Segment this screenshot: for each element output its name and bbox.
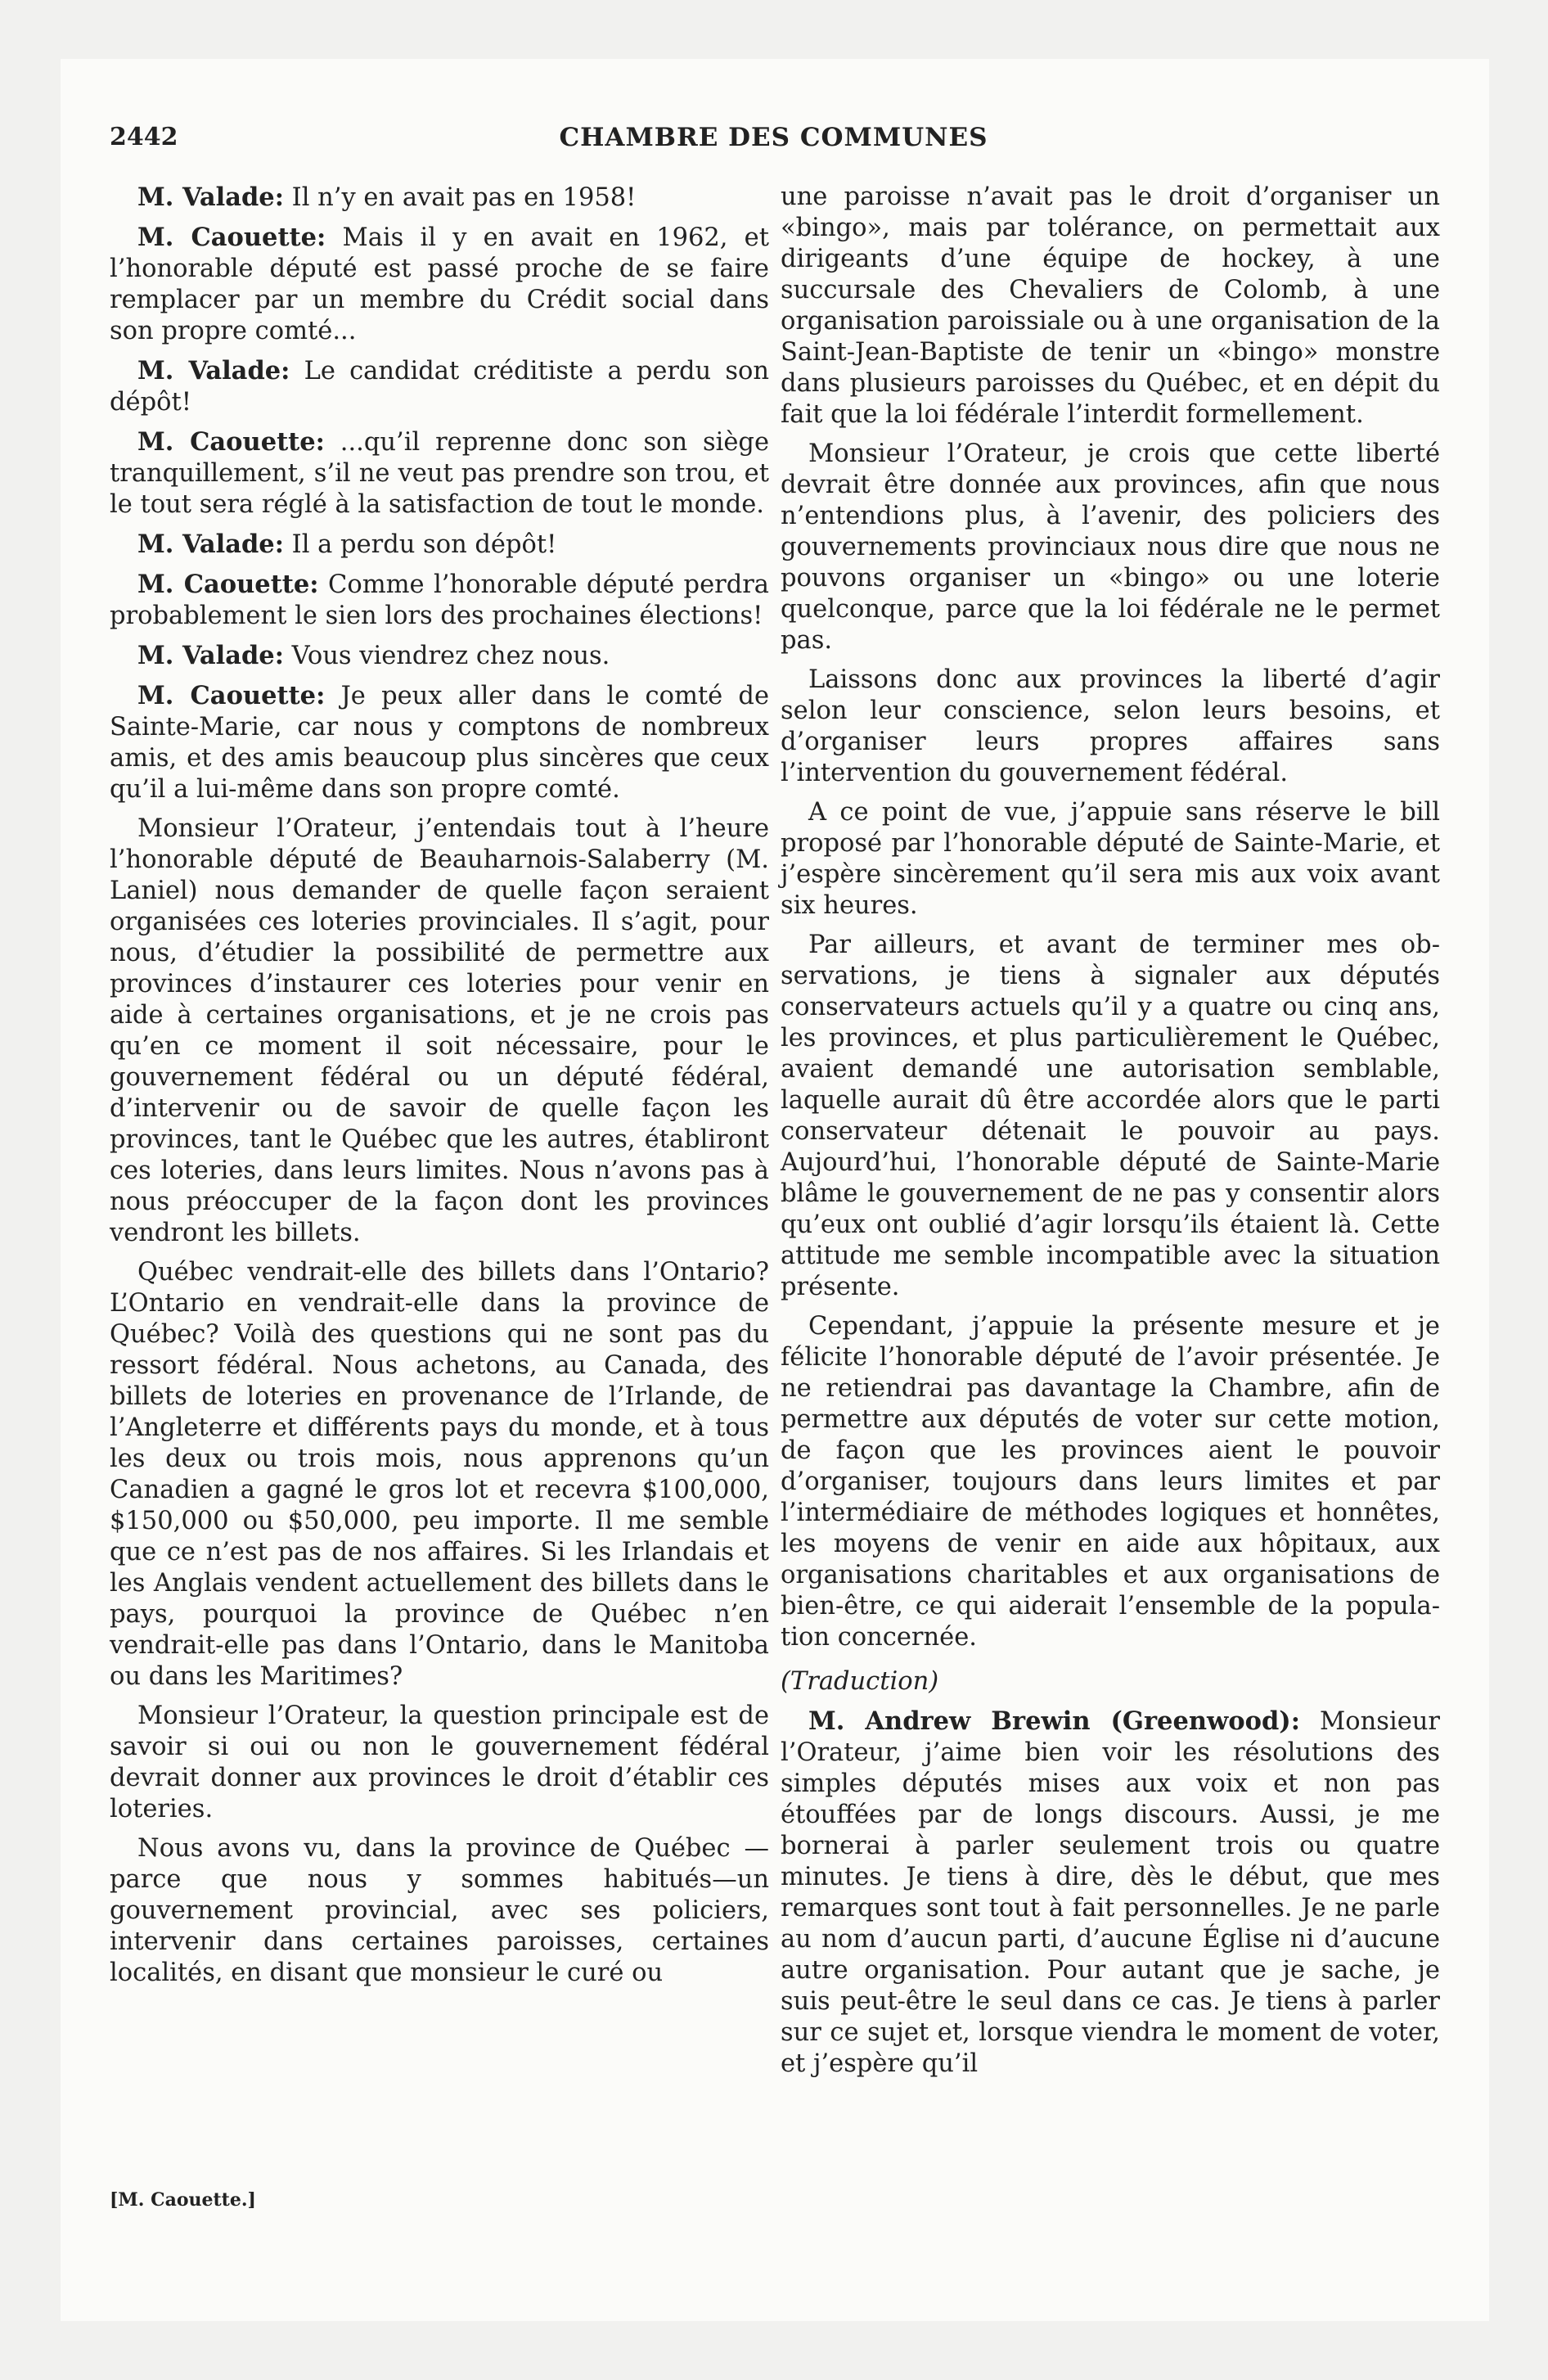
speaker-name: M. Valade: [137, 641, 284, 670]
speaker-name: M. Caouette: [137, 427, 325, 457]
speech-text: Monsieur l’Orateur, j’aime bien voir les résolutions des simples députés mises aux voix et non pas étouffées par de longs discours. Aussi, je me bornerai à parler seulement trois ou quatre minutes. Je tiens à dire, dès le début, que mes remarques sont tout à fait personnelles. Je ne parle au nom d’aucun parti, d’aucune Église ni d’aucune autre organisation. Pour autant que je sache, je suis peut-être le seul dans ce cas. Je tiens à parler sur ce sujet et, lorsque viendra le moment de voter, et j’espère qu’il [781, 1707, 1440, 2078]
paragraph: Cependant, j’appuie la présente mesure et je félicite l’honorable député de l’avoir présentée. Je ne retiendrai pas davantage la Chambre, afin de permettre aux députés de voter sur cette motion, de façon que les provinces aient le pouvoir d’organiser, toujours dans leurs limites et par l’intermédiaire de méthodes logiques et honnêtes, les moyens de venir en aide aux hôpitaux, aux organisations charitables et aux organisations de bien-être, ce qui aiderait l’ensemble de la population concernée. [781, 1312, 1440, 1652]
paragraph [110, 222, 769, 347]
paragraph [110, 680, 769, 805]
speech-text: Il a perdu son dépôt! [283, 530, 557, 559]
paragraph: Monsieur l’Orateur, je crois que cette liberté devrait être donnée aux provinces, afin que nous n’entendions plus, à l’avenir, des policiers des gouvernements provinciaux nous dire que nous ne pouvons organiser un «bingo» ou une loterie quelconque, parce que la loi fédérale ne le permet pas. [781, 439, 1440, 655]
page-number: 2442 [110, 123, 178, 151]
right-column [781, 182, 1440, 2088]
speaker-name: M. Valade: [137, 183, 284, 212]
page [61, 59, 1489, 2321]
paragraph: Monsieur l’Orateur, la question principale est de savoir si oui ou non le gouvernement fédéral devrait donner aux provinces le droit d’établir ces loteries. [110, 1702, 769, 1823]
speaker-name: M. Valade: [137, 530, 284, 559]
paragraph: Nous avons vu, dans la province de Québec —parce que nous y sommes habitués—un gouvernement provincial, avec ses policiers, intervenir dans certaines paroisses, certaines localités, en disant que monsieur le curé ou [110, 1834, 769, 1987]
left-column [110, 182, 769, 1997]
paragraph [781, 1706, 1440, 2080]
paragraph: Québec vendrait-elle des billets dans l’Ontario? L’Ontario en vendrait-elle dans la province de Québec? Voilà des questions qui ne sont pas du ressort fédéral. Nous achetons, au Canada, des billets de loteries en provenance de l’Irlande, de l’Angleterre et différents pays du monde, et à tous les deux ou trois mois, nous apprenons qu’un Canadien a gagné le gros lot et recevra $100,000, $150,000 ou $50,000, peu importe. Il me semble que ce n’est pas de nos affaires. Si les Irlandais et les Anglais vendent actuellement des billets dans le pays, pourquoi la province de Québec n’en vendrait-elle pas dans l’Ontario, dans le Manitoba ou dans les Maritimes? [110, 1258, 769, 1691]
speaker-name: M. Andrew Brewin (Greenwood): [808, 1706, 1300, 1736]
speech-text: ...qu’il reprenne donc son siège tranquillement, s’il ne veut pas prendre son trou, et le tout sera réglé à la satisfaction de tout le monde. [110, 428, 769, 519]
speaker-name: M. Caouette: [137, 681, 326, 710]
speech-text: Le candidat créditiste a perdu son dépôt! [110, 357, 769, 417]
translation-label: (Traduction) [781, 1667, 939, 1696]
paragraph [110, 569, 769, 632]
running-title: CHAMBRE DES COMMUNES [559, 123, 988, 152]
paragraph [110, 426, 769, 521]
speaker-name: M. Caouette: [137, 223, 326, 252]
speech-text: Comme l’honorable député perdra probablement le sien lors des prochaines élections! [110, 570, 769, 630]
speech-text: Mais il y en avait en 1962, et l’honorable député est passé proche de se faire remplacer par un membre du Crédit social dans son propre comté... [110, 223, 769, 345]
paragraph [110, 182, 769, 214]
paragraph [110, 640, 769, 672]
speech-text: Il n’y en avait pas en 1958! [283, 183, 637, 212]
paragraph [110, 355, 769, 418]
paragraph: une paroisse n’avait pas le droit d’organiser un «bingo», mais par tolérance, on permettait aux dirigeants d’une équipe de hockey, à une succursale des Chevaliers de Colomb, à une organisation paroissiale ou à une organisation de la Saint-Jean-Baptiste de tenir un «bingo» monstre dans plusieurs paroisses du Québec, et en dépit du fait que la loi fédérale l’interdit formellement. [781, 183, 1440, 429]
paragraph: Par ailleurs, et avant de terminer mes observations, je tiens à signaler aux députés conservateurs actuels qu’il y a quatre ou cinq ans, les provinces, et plus particulièrement le Québec, avaient demandé une autorisation semblable, laquelle aurait dû être accordée alors que le parti conservateur détenait le pouvoir au pays. Aujourd’hui, l’honorable député de Sainte-Marie blâme le gouvernement de ne pas y consentir alors qu’eux ont oublié d’agir lorsqu’ils étaient là. Cette attitude me semble incompatible avec la situation présente. [781, 931, 1440, 1301]
paragraph: Laissons donc aux provinces la liberté d’agir selon leur conscience, selon leurs besoins, et d’organiser leurs propres affaires sans l’intervention du gouvernement fédéral. [781, 665, 1440, 787]
page-header [110, 123, 1438, 159]
paragraph: Monsieur l’Orateur, j’entendais tout à l’heure l’honorable député de Beauharnois-Salaberry (M. Laniel) nous demander de quelle façon seraient organisées ces loteries provinciales. Il s’agit, pour nous, d’étudier la possibilité de permettre aux provinces d’instaurer ces loteries pour venir en aide à certaines organisations, et je ne crois pas qu’en ce moment il soit nécessaire, pour le gouvernement fédéral ou un député fédéral, d’intervenir ou de savoir de quelle façon les provinces, tant le Québec que les autres, établiront ces loteries, dans leurs limites. Nous n’avons pas à nous préoccuper de la façon dont les provinces vendront les billets. [110, 814, 769, 1247]
speaker-name: M. Valade: [137, 356, 290, 385]
page-footer: [M. Caouette.] [110, 2189, 256, 2211]
speaker-name: M. Caouette: [137, 570, 319, 599]
paragraph [110, 529, 769, 561]
speech-text: Je peux aller dans le comté de Sainte-Marie, car nous y comptons de nombreux amis, et des amis beaucoup plus sincères que ceux qu’il a lui-même dans son propre comté. [110, 682, 769, 804]
speech-text: Vous viendrez chez nous. [283, 642, 610, 670]
paragraph: A ce point de vue, j’appuie sans réserve le bill proposé par l’honorable député de Sainte-Marie, et j’espère sincèrement qu’il sera mis aux voix avant six heures. [781, 798, 1440, 920]
